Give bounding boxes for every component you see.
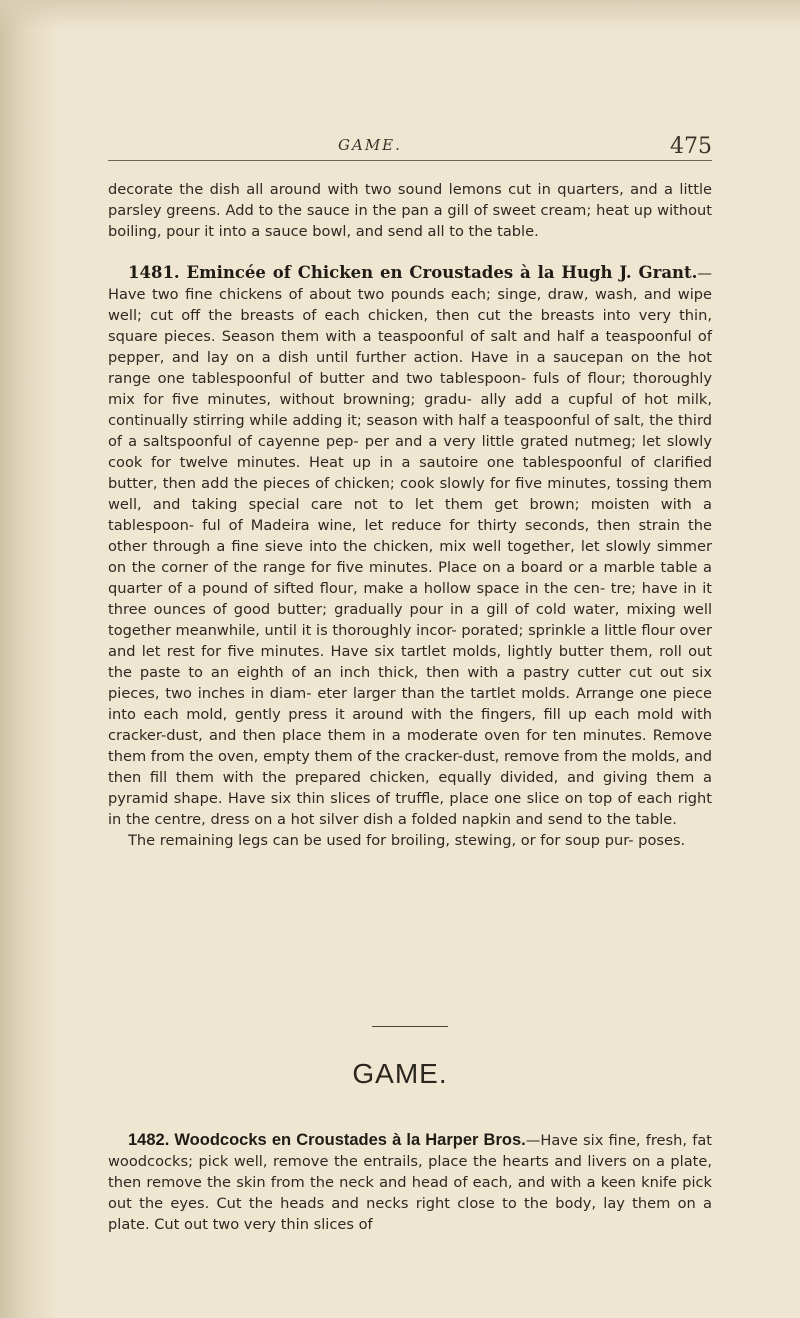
page-header	[108, 136, 712, 172]
section-divider	[372, 1026, 448, 1027]
recipe-1481-note: The remaining legs can be used for broiling, stewing, or for soup pur- poses.	[128, 832, 686, 849]
recipe-1482-paragraph	[108, 1130, 712, 1235]
page-number: 475	[670, 134, 712, 159]
intro-paragraph-block	[108, 179, 712, 242]
recipe-1482-heading: 1482. Woodcocks en Croustades à la Harper Bros.	[128, 1131, 526, 1149]
recipe-1482	[108, 1130, 712, 1235]
page-top-shadow	[0, 0, 800, 30]
page-edge-shadow	[0, 0, 60, 1318]
running-head: GAME.	[338, 136, 402, 154]
recipe-1482-body: —Have six fine, fresh, fat woodcocks; pick well, remove the entrails, place the hearts and livers on a plate, then remove the skin from the neck and head of each, and with a keen knife pick out the eyes. Cut the heads and necks right close to the body, lay them on a plate. Cut out two very thin slices of	[108, 1132, 713, 1233]
recipe-1481-paragraph	[108, 262, 712, 830]
recipe-1481-heading: 1481. Emincée of Chicken en Croustades à la Hugh J. Grant.	[128, 263, 698, 282]
section-title: GAME.	[352, 1058, 448, 1089]
recipe-1481-body: —Have two fine chickens of about two pounds each; singe, draw, wash, and wipe well; cut off the breasts of each chicken, then cut the breasts into very thin, square pieces. Season them with a teaspoonful of salt and half a teaspoonful of pepper, and lay on a dish until further action. Have in a saucepan on the hot range one tablespoonful of butter and two tablespoon- fuls of flour; thoroughly mix for five minutes, without browning; gradu- ally add a cupful of hot milk, continually stirring while adding it; season with half a teaspoonful of salt, the third of a saltspoonful of cayenne pep- per and a very little grated nutmeg; let slowly cook for twelve minutes. Heat up in a sautoire one tablespoonful of clarified butter, then add the pieces of chicken; cook slowly for five minutes, tossing them well, and taking special care not to let them get brown; moisten with a tablespoon- ful of Madeira wine, let reduce for thirty seconds, then strain the other through a fine sieve into the chicken, mix well together, let slowly simmer on the corner of the range for five minutes. Place on a board or a marble table a quarter of a pound of sifted flour, make a hollow space in the cen- tre; have in it three ounces of good butter; gradually pour in a gill of cold water, mixing well together meanwhile, until it is thoroughly incor- porated; sprinkle a little flour over and let rest for five minutes. Have six tartlet molds, lightly butter them, roll out the paste to an eighth of an inch thick, then with a pastry cutter cut out six pieces, two inches in diam- eter larger than the tartlet molds. Arrange one piece into each mold, gently press it around with the fingers, fill up each mold with cracker-dust, and then place them in a moderate oven for ten minutes. Remove them from the oven, empty them of the cracker-dust, remove from the molds, and then fill them with the prepared chicken, equally divided, and giving them a pyramid shape. Have six thin slices of truffle, place one slice on top of each right in the centre, dress on a hot silver dish a folded napkin and send to the table.	[108, 265, 713, 828]
header-rule	[108, 160, 712, 161]
recipe-1481	[108, 262, 712, 851]
intro-paragraph: decorate the dish all around with two sound lemons cut in quarters, and a little parsley greens. Add to the sauce in the pan a gill of sweet cream; heat up without boiling, pour it into a sauce bowl, and send all to the table.	[108, 181, 712, 240]
